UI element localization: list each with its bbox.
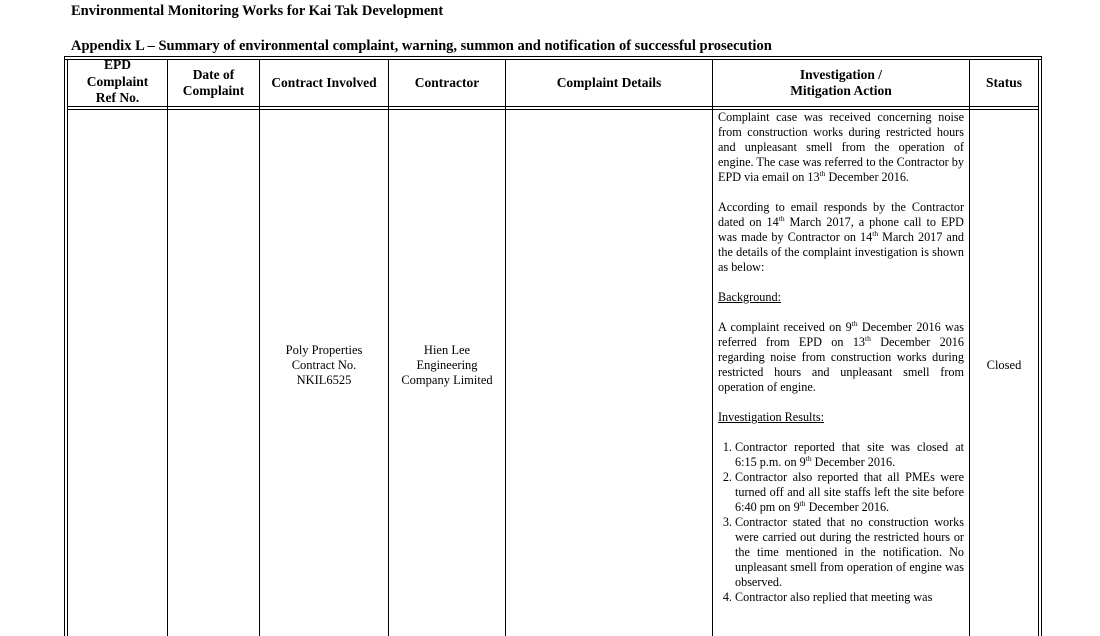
mitigation-paragraph-2: According to email responds by the Contractor dated on 14th March 2017, a phone call to EPD was made by Contractor on 14th March 2017 and the details of the complaint investigation is shown as below: [718, 200, 965, 274]
table-border [64, 56, 65, 636]
header-contractor [389, 60, 505, 106]
cell-contract [260, 343, 388, 388]
column-divider [167, 59, 168, 636]
header-contract [260, 60, 388, 106]
header-ref-no-line3: Ref No. [95, 90, 140, 106]
appendix-title: Appendix L – Summary of environmental complaint, warning, summon and notification of successful prosecution [71, 38, 772, 54]
contractor-line1: Hien Lee [423, 343, 471, 357]
header-ref-no-line2: Complaint [86, 73, 149, 89]
background-heading: Background: [718, 290, 781, 304]
header-status [970, 60, 1038, 106]
header-mitigation [713, 60, 969, 106]
list-item: 4. Contractor also replied that meeting was [735, 590, 964, 605]
page-title: Environmental Monitoring Works for Kai Tak Development [71, 3, 444, 19]
contractor-line3: Company Limited [401, 373, 493, 387]
cell-status [970, 358, 1038, 373]
status-value: Closed [986, 358, 1022, 372]
header-contract-label: Contract Involved [271, 74, 377, 90]
contract-line1: Poly Properties [285, 343, 363, 357]
table-border [64, 56, 1042, 57]
header-divider [67, 106, 1039, 107]
header-mitigation-line1: Investigation / [799, 66, 883, 82]
list-item: 2. Contractor also reported that all PMEs were turned off and all site staffs left the site before 6:40 pm on 9th December 2016. [735, 470, 964, 515]
contractor-line2: Engineering [416, 358, 478, 372]
cell-contractor [389, 343, 505, 388]
background-paragraph: A complaint received on 9th December 2016 was referred from EPD on 13th December 2016 regarding noise from construction works during restricted hours and unpleasant smell from operation of engine. [718, 319, 964, 394]
table-border [1041, 56, 1042, 636]
header-status-label: Status [985, 74, 1022, 90]
contract-line2: Contract No. [291, 358, 357, 372]
header-details-label: Complaint Details [556, 74, 662, 90]
header-contractor-label: Contractor [414, 74, 480, 90]
list-item: 3. Contractor stated that no construction works were carried out during the restricted hours or the time mentioned in the notification. No unpleasant smell from operation of engine was observed. [735, 515, 964, 590]
mitigation-paragraph-1: Complaint case was received concerning noise from construction works during restricted hours and unpleasant smell from the operation of engine. The case was referred to the Contractor by EPD via email on 13th December 2016. [718, 110, 964, 184]
table-border [1038, 59, 1039, 636]
contract-line3: NKIL6525 [296, 373, 352, 387]
column-divider [712, 59, 713, 636]
results-list [718, 440, 964, 605]
results-heading: Investigation Results: [718, 410, 824, 424]
header-details [506, 60, 712, 106]
cell-mitigation-action [718, 110, 964, 605]
header-date [168, 60, 259, 106]
header-ref-no [68, 57, 167, 107]
complaint-summary-table [64, 56, 1042, 636]
header-date-line2: Complaint [182, 83, 245, 98]
header-mitigation-line2: Mitigation Action [790, 83, 892, 98]
column-divider [505, 59, 506, 636]
header-ref-no-line1: EPD [103, 57, 131, 73]
column-divider [969, 59, 970, 636]
header-date-line1: Date of [192, 66, 235, 82]
list-item: 1. Contractor reported that site was closed at 6:15 p.m. on 9th December 2016. [735, 440, 964, 470]
table-border [67, 59, 68, 636]
